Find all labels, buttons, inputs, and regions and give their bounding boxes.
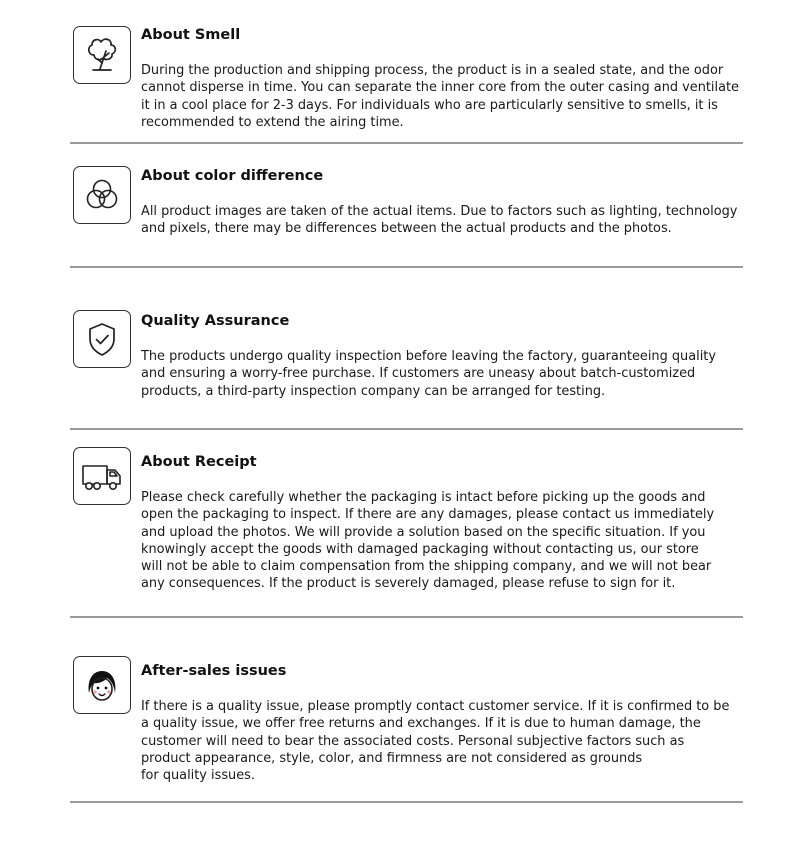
section-body: Please check carefully whether the packaging is intact before picking up the goods and open the packaging to inspect. If there are any damages, please contact us immediately and upload the photos. We will provide a solution based on the specific situation. If you knowingly accept the goods with damaged packaging without contacting us, our store will not be able to claim compensation from the shipping company, and we will not bear any consequences. If the product is severely damaged, please refuse to sign for it. [141, 490, 715, 592]
section-title: About Receipt [141, 454, 257, 470]
section-body: The products undergo quality inspection before leaving the factory, guaranteeing quality and ensuring a worry-free purchase. If customers are uneasy about batch-customized products, a third-party inspection company can be arranged for testing. [141, 349, 716, 399]
tree-smell-icon [73, 26, 131, 84]
color-circles-icon [73, 166, 131, 224]
divider [70, 616, 743, 618]
section-title: About color difference [141, 168, 324, 184]
divider [70, 801, 743, 803]
divider [70, 428, 743, 430]
divider [70, 266, 743, 268]
customer-service-icon [73, 656, 131, 714]
delivery-truck-icon [73, 447, 131, 505]
shield-check-icon [73, 310, 131, 368]
section-title: Quality Assurance [141, 313, 290, 329]
section-body: If there is a quality issue, please promptly contact customer service. If it is confirmed to be a quality issue, we offer free returns and exchanges. If it is due to human damage, the customer will need to bear the associated costs. Personal subjective factors such as product appearance, style, color, and firmness are not considered as grounds for quality issues. [141, 699, 730, 784]
divider [70, 142, 743, 144]
section-title: About Smell [141, 27, 241, 43]
section-body: All product images are taken of the actual items. Due to factors such as lighting, technology and pixels, there may be differences between the actual products and the photos. [141, 204, 738, 237]
section-title: After-sales issues [141, 663, 287, 679]
section-body: During the production and shipping process, the product is in a sealed state, and the odor cannot disperse in time. You can separate the inner core from the outer casing and ventilate it in a cool place for 2-3 days. For individuals who are particularly sensitive to smells, it is recommended to extend the airing time. [141, 63, 739, 130]
